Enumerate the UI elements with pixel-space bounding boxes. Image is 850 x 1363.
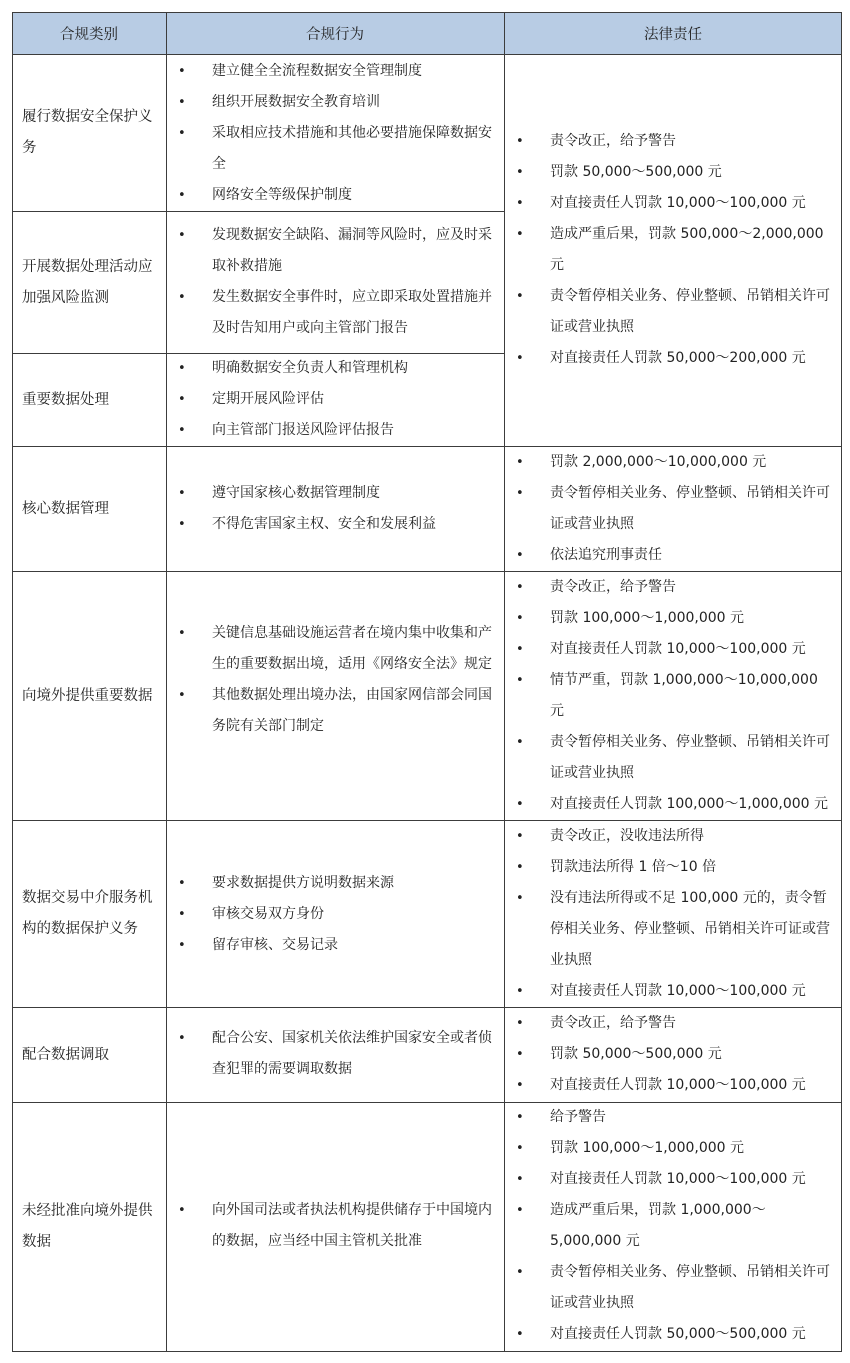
- action-list: [168, 618, 498, 742]
- category-text: 向境外提供重要数据: [22, 687, 153, 704]
- action-item: • 明确数据安全负责人和管理机构: [168, 353, 498, 384]
- action-item: • 不得危害国家主权、安全和发展利益: [168, 509, 498, 540]
- action-item: • 建立健全全流程数据安全管理制度: [168, 56, 498, 87]
- liability-item: • 对直接责任人罚款 100,000～1,000,000 元: [506, 789, 834, 820]
- category-cell: [22, 1103, 158, 1351]
- action-item: • 其他数据处理出境办法，由国家网信部会同国务院有关部门制定: [168, 680, 498, 742]
- action-item: • 向主管部门报送风险评估报告: [168, 415, 498, 446]
- liability-item: • 给予警告: [506, 1102, 834, 1133]
- liability-list: [506, 1008, 834, 1101]
- category-cell: [22, 1008, 158, 1102]
- category-cell: [22, 212, 158, 353]
- liability-item: • 对直接责任人罚款 10,000～100,000 元: [506, 976, 834, 1007]
- liability-item: • 对直接责任人罚款 10,000～100,000 元: [506, 1164, 834, 1195]
- header-category: 合规类别: [60, 26, 118, 43]
- category-cell: [22, 572, 158, 820]
- liability-item: • 依法追究刑事责任: [506, 540, 834, 571]
- action-list: [168, 478, 498, 540]
- liability-item: • 责令改正，没收违法所得: [506, 821, 834, 852]
- category-text: 开展数据处理活动应加强风险监测: [22, 258, 153, 306]
- liability-item: • 责令改正，给予警告: [506, 572, 834, 603]
- liability-item: • 罚款 100,000～1,000,000 元: [506, 603, 834, 634]
- action-list: [168, 1023, 498, 1085]
- liability-item: • 对直接责任人罚款 50,000～200,000 元: [506, 343, 834, 374]
- action-item: • 要求数据提供方说明数据来源: [168, 868, 498, 899]
- border-left: [12, 12, 13, 1352]
- col-divider-1: [166, 12, 167, 1352]
- liability-list: [506, 126, 834, 374]
- action-list: [168, 1195, 498, 1257]
- liability-item: • 责令暂停相关业务、停业整顿、吊销相关许可证或营业执照: [506, 478, 834, 540]
- liability-item: • 责令暂停相关业务、停业整顿、吊销相关许可证或营业执照: [506, 727, 834, 789]
- liability-item: • 对直接责任人罚款 10,000～100,000 元: [506, 634, 834, 665]
- action-item: • 组织开展数据安全教育培训: [168, 87, 498, 118]
- action-item: • 发生数据安全事件时，应立即采取处置措施并及时告知用户或向主管部门报告: [168, 282, 498, 344]
- action-item: • 留存审核、交易记录: [168, 930, 498, 961]
- category-text: 未经批准向境外提供数据: [22, 1203, 153, 1250]
- action-item: • 定期开展风险评估: [168, 384, 498, 415]
- action-item: • 向外国司法或者执法机构提供储存于中国境内的数据，应当经中国主管机关批准: [168, 1195, 498, 1257]
- border-right: [841, 12, 842, 1352]
- action-list: [168, 56, 498, 211]
- header-liability: 法律责任: [644, 26, 702, 43]
- liability-item: • 对直接责任人罚款 10,000～100,000 元: [506, 1070, 834, 1101]
- category-cell: [22, 55, 158, 211]
- header-action: 合规行为: [306, 26, 364, 43]
- liability-list: [506, 572, 834, 820]
- liability-item: • 责令暂停相关业务、停业整顿、吊销相关许可证或营业执照: [506, 1257, 834, 1319]
- liability-item: • 情节严重，罚款 1,000,000～10,000,000 元: [506, 665, 834, 727]
- border-top: [12, 12, 842, 13]
- liability-item: • 罚款 50,000～500,000 元: [506, 1039, 834, 1070]
- liability-item: • 罚款 100,000～1,000,000 元: [506, 1133, 834, 1164]
- action-list: [168, 868, 498, 961]
- category-text: 重要数据处理: [22, 391, 109, 408]
- col-divider-2: [504, 12, 505, 1352]
- liability-item: • 罚款违法所得 1 倍～10 倍: [506, 852, 834, 883]
- liability-list: [506, 1102, 834, 1350]
- liability-item: • 责令暂停相关业务、停业整顿、吊销相关许可证或营业执照: [506, 281, 834, 343]
- category-cell: [22, 354, 158, 446]
- liability-list: [506, 821, 834, 1007]
- action-item: • 网络安全等级保护制度: [168, 180, 498, 211]
- action-item: • 采取相应技术措施和其他必要措施保障数据安全: [168, 118, 498, 180]
- category-cell: [22, 821, 158, 1007]
- liability-item: • 责令改正，给予警告: [506, 1008, 834, 1039]
- liability-item: • 对直接责任人罚款 10,000～100,000 元: [506, 188, 834, 219]
- liability-item: • 没有违法所得或不足 100,000 元的，责令暂停相关业务、停业整顿、吊销相关许可证或营业执照: [506, 883, 834, 976]
- action-item: • 遵守国家核心数据管理制度: [168, 478, 498, 509]
- category-text: 履行数据安全保护义务: [22, 109, 153, 156]
- liability-item: • 责令改正，给予警告: [506, 126, 834, 157]
- category-text: 数据交易中介服务机构的数据保护义务: [22, 890, 153, 937]
- action-list: [168, 220, 498, 344]
- action-item: • 关键信息基础设施运营者在境内集中收集和产生的重要数据出境，适用《网络安全法》规定: [168, 618, 498, 680]
- liability-list: [506, 447, 834, 571]
- liability-item: • 罚款 2,000,000～10,000,000 元: [506, 447, 834, 478]
- action-item: • 配合公安、国家机关依法维护国家安全或者侦查犯罪的需要调取数据: [168, 1023, 498, 1085]
- liability-item: • 罚款 50,000～500,000 元: [506, 157, 834, 188]
- action-item: • 发现数据安全缺陷、漏洞等风险时，应及时采取补救措施: [168, 220, 498, 282]
- compliance-table: [12, 12, 842, 1352]
- liability-item: • 造成严重后果，罚款 1,000,000～5,000,000 元: [506, 1195, 834, 1257]
- border-bottom: [12, 1351, 842, 1352]
- category-cell: [22, 447, 158, 571]
- liability-item: • 对直接责任人罚款 50,000～500,000 元: [506, 1319, 834, 1350]
- action-item: • 审核交易双方身份: [168, 899, 498, 930]
- action-list: [168, 353, 498, 446]
- liability-item: • 造成严重后果，罚款 500,000～2,000,000 元: [506, 219, 834, 281]
- category-text: 核心数据管理: [22, 500, 109, 517]
- category-text: 配合数据调取: [22, 1046, 109, 1063]
